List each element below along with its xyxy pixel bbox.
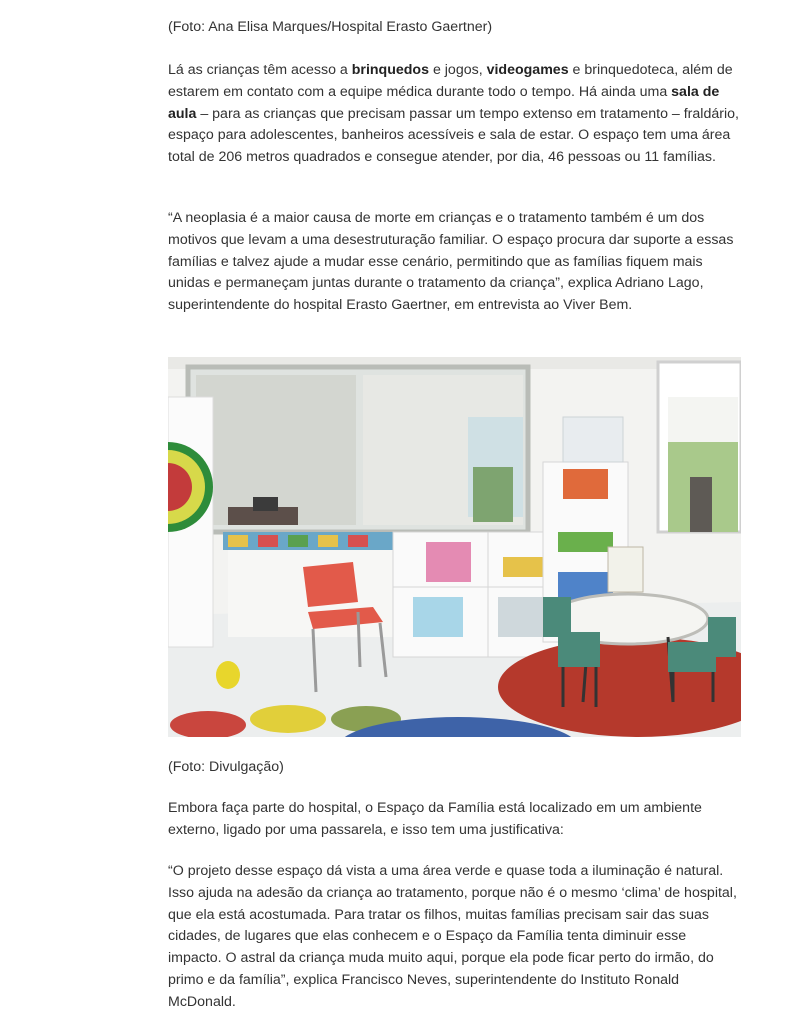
photo-caption-top: (Foto: Ana Elisa Marques/Hospital Erasto Gaertner) <box>168 19 493 35</box>
paragraph-amenities <box>168 60 742 169</box>
photo-caption-bottom: (Foto: Divulgação) <box>168 759 284 775</box>
playroom-photo <box>168 357 741 737</box>
quote-francisco-neves: “O projeto desse espaço dá vista a uma área verde e quase toda a iluminação é natural. Isso ajuda na adesão da criança ao tratamento, porque não é o mesmo ‘clima’ de hospital, que ela está acostumada. Para tratar os filhos, muitas famílias precisam sair das suas cidades, de lugares que elas conhecem e o Espaço da Família tenta diminuir esse impacto. O astral da criança muda muito aqui, porque ela pode ficar perto do irmão, do primo e da família”, explica Francisco Neves, superintendente do Instituto Ronald McDonald. <box>168 863 737 1010</box>
quote-adriano-lago: “A neoplasia é a maior causa de morte em crianças e o tratamento também é um dos motivos que levam a uma desestruturação familiar. O espaço procura dar suporte a essas famílias e talvez ajude a mudar esse cenário, permitindo que as famílias fiquem mais unidas e permaneçam juntas durante o tratamento da criança”, explica Adriano Lago, superintendente do hospital Erasto Gaertner, em entrevista ao Viver Bem. <box>168 210 734 314</box>
text-run: e brinquedoteca, além de estarem em contato com a equipe médica durante todo o tempo. Há ainda uma <box>168 62 733 100</box>
text-run: e jogos, <box>429 62 487 78</box>
bold-videogames: videogames <box>486 62 569 78</box>
bold-sala-de-aula: sala de aula <box>168 83 720 122</box>
text-run: Lá as crianças têm acesso a <box>168 62 352 78</box>
paragraph-location: Embora faça parte do hospital, o Espaço da Família está localizado em um ambiente externo, ligado por uma passarela, e isso tem uma justificativa: <box>168 800 702 838</box>
text-run: – para as crianças que precisam passar um tempo extenso em tratamento – fraldário, espaço para adolescentes, banheiros acessíveis e sala de estar. O espaço tem uma área total de 206 metros quadrados e consegue atender, por dia, 46 pessoas ou 11 famílias. <box>168 105 739 166</box>
bold-brinquedos: brinquedos <box>351 62 429 78</box>
